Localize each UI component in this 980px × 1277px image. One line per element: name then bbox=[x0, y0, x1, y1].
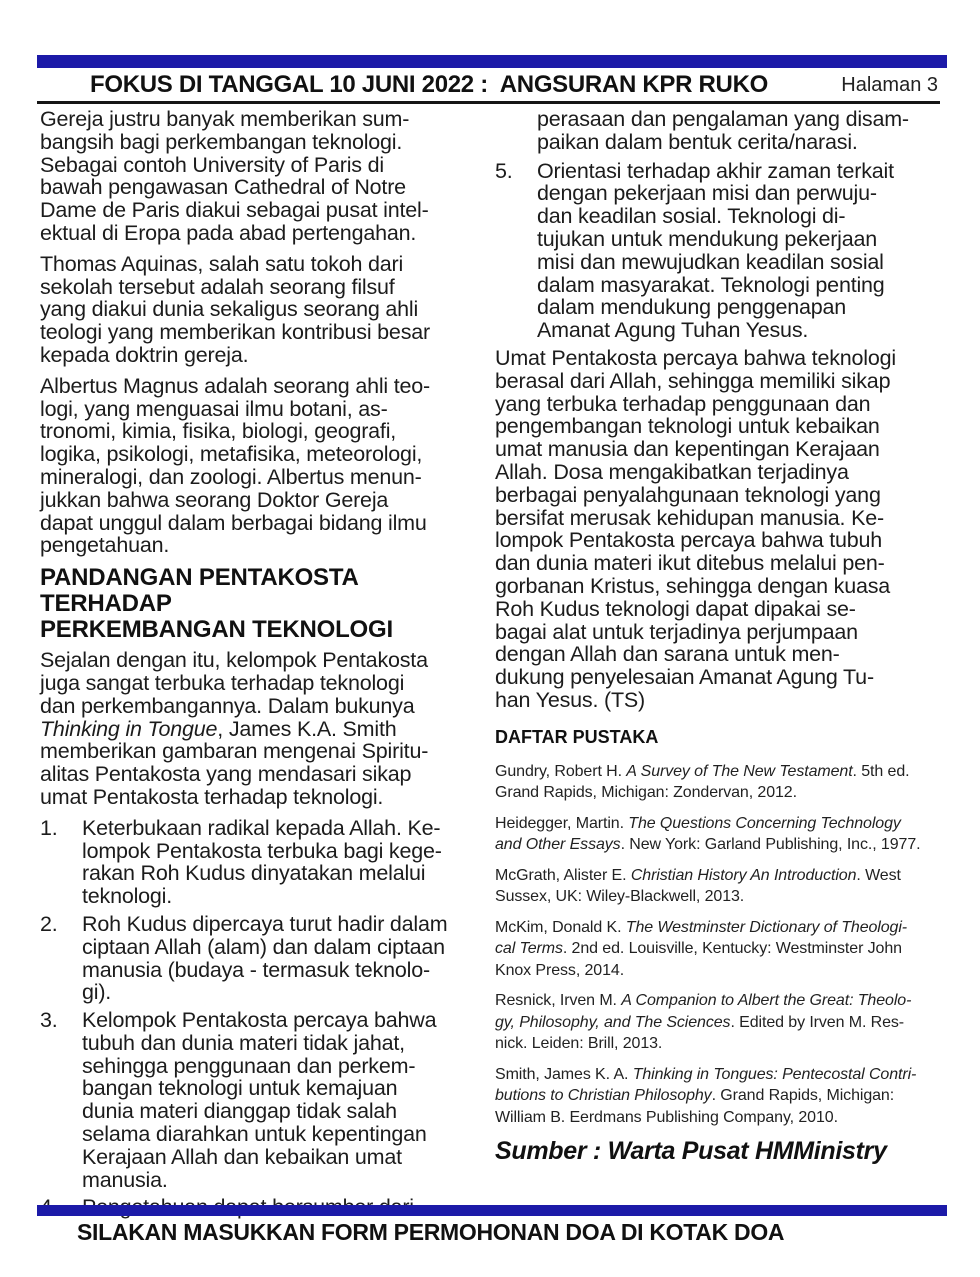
reference-mckim: McKim, Donald K. The Westminster Dictionary of Theologi- cal Terms. 2nd ed. Louisville, Kentucky: Westminster John Knox Press, 2014. bbox=[495, 918, 908, 979]
paragraph-albertus-magnus: Albertus Magnus adalah seorang ahli teo- logi, yang menguasai ilmu botani, as- tronomi, kimia, fisika, biologi, geografi, logika, psikologi, metafisika, meteorologi, mineralogi, dan zoologi. Albertus menun- jukkan bahwa seorang Doktor Gereja dapat unggul dalam berbagai bidang ilmu pengetahuan. bbox=[40, 373, 431, 558]
footer-accent-bar bbox=[37, 1205, 947, 1216]
list-item-3 bbox=[40, 1009, 485, 1191]
header-accent-bar bbox=[37, 55, 947, 68]
reference-gundry: Gundry, Robert H. A Survey of The New Testament. 5th ed. Grand Rapids, Michigan: Zondervan, 2012. bbox=[495, 762, 910, 802]
list-number: 5. bbox=[495, 158, 513, 183]
left-column bbox=[40, 108, 485, 1224]
paragraph-thomas-aquinas: Thomas Aquinas, salah satu tokoh dari sekolah tersebut adalah seorang filsuf yang diakui dunia sekaligus seorang ahli teologi yang memberikan kontribusi besar kepada doktrin gereja. bbox=[40, 251, 430, 367]
reference-resnick: Resnick, Irven M. A Companion to Albert the Great: Theolo- gy, Philosophy, and The Sciences. Edited by Irven M. Res- nick. Leiden: Brill, 2013. bbox=[495, 992, 912, 1053]
list-number: 2. bbox=[40, 911, 58, 936]
section-heading-pandangan-pentakosta: PANDANGAN PENTAKOSTA TERHADAP PERKEMBANGAN TEKNOLOGI bbox=[40, 564, 393, 644]
reference-heidegger: Heidegger, Martin. The Questions Concerning Technology and Other Essays. New York: Garland Publishing, Inc., 1977. bbox=[495, 814, 921, 854]
list-item-5 bbox=[495, 160, 947, 342]
paragraph-intro-pentakosta: Sejalan dengan itu, kelompok Pentakosta juga sangat terbuka terhadap teknologi dan perkembangannya. Dalam bukunya Thinking in Tongue, James K.A. Smith memberikan gambaran mengenai Spiritu- alitas Pentakosta yang mendasari sikap umat Pentakosta terhadap teknologi. bbox=[40, 648, 429, 809]
paragraph-umat-pentakosta: Umat Pentakosta percaya bahwa teknologi berasal dari Allah, sehingga memiliki sikap yang terbuka terhadap penggunaan dan pengembangan teknologi untuk kebaikan umat manusia dan kepentingan Kerajaan Allah. Dosa mengakibatkan terjadinya berbagai penyalahgunaan teknologi yang bersifat merusak kehidupan manusia. Ke- lompok Pentakosta percaya bahwa tubuh dan dunia materi ikut ditebus melalui pen- gorbanan Kristus, sehingga dengan kuasa Roh Kudus teknologi dapat dipakai se- bagai alat untuk terjadinya perjumpaan dengan Allah dan sarana untuk men- dukung penyelesaian Amanat Agung Tu- han Yesus. (TS) bbox=[495, 345, 896, 712]
footer-notice: SILAKAN MASUKKAN FORM PERMOHONAN DOA DI KOTAK DOA bbox=[77, 1219, 785, 1245]
right-column bbox=[495, 107, 947, 1166]
header-divider-rule bbox=[37, 101, 940, 104]
list-number: 1. bbox=[40, 815, 58, 840]
list-item-text: Kelompok Pentakosta percaya bahwa tubuh dan dunia materi tidak jahat, sehingga penggunaan dan perkem- bangan teknologi untuk kemajuan dunia materi dianggap tidak salah selama diarahkan untuk kepentingan Kerajaan Allah dan kebaikan umat manusia. bbox=[82, 1008, 437, 1192]
reference-smith: Smith, James K. A. Thinking in Tongues: Pentecostal Contri- butions to Christian Philosophy. Grand Rapids, Michigan: William B. Eerdmans Publishing Company, 2010. bbox=[495, 1065, 917, 1126]
list-item-text: Orientasi terhadap akhir zaman terkait dengan pekerjaan misi dan perwuju- dan keadilan sosial. Teknologi di- tujukan untuk mendukung pekerjaan misi dan mewujudkan keadilan sosial dalam masyarakat. Teknologi penting dalam mendukung penggenapan Amanat Agung Tuhan Yesus. bbox=[537, 158, 894, 343]
page-header bbox=[37, 69, 940, 101]
list-number: 3. bbox=[40, 1008, 58, 1033]
list-item-2 bbox=[40, 913, 485, 1004]
page-number-label: Halaman 3 bbox=[841, 73, 938, 96]
source-attribution: Sumber : Warta Pusat HMMinistry bbox=[495, 1137, 887, 1166]
list-item-4-continuation: perasaan dan pengalaman yang disam- paikan dalam bentuk cerita/narasi. bbox=[537, 107, 909, 154]
page-title: FOKUS DI TANGGAL 10 JUNI 2022 : ANGSURAN KPR RUKO bbox=[90, 71, 768, 98]
paragraph-gereja: Gereja justru banyak memberikan sum- bangsih bagi perkembangan teknologi. Sebagai contoh University of Paris di bawah pengawasan Cathedral of Notre Dame de Paris diakui sebagai pusat intel- ektual di Eropa pada abad pertengahan. bbox=[40, 107, 429, 245]
list-item-1 bbox=[40, 817, 485, 908]
list-item-text: Keterbukaan radikal kepada Allah. Ke- lompok Pentakosta terbuka bagi kege- rakan Roh Kudus dinyatakan melalui teknologi. bbox=[82, 815, 442, 909]
bibliography-heading: DAFTAR PUSTAKA bbox=[495, 726, 659, 747]
list-item-text: Roh Kudus dipercaya turut hadir dalam ciptaan Allah (alam) dan dalam ciptaan manusia (budaya - termasuk teknolo- gi). bbox=[82, 911, 448, 1005]
reference-mcgrath: McGrath, Alister E. Christian History An Introduction. West Sussex, UK: Wiley-Blackwell, 2013. bbox=[495, 866, 901, 906]
